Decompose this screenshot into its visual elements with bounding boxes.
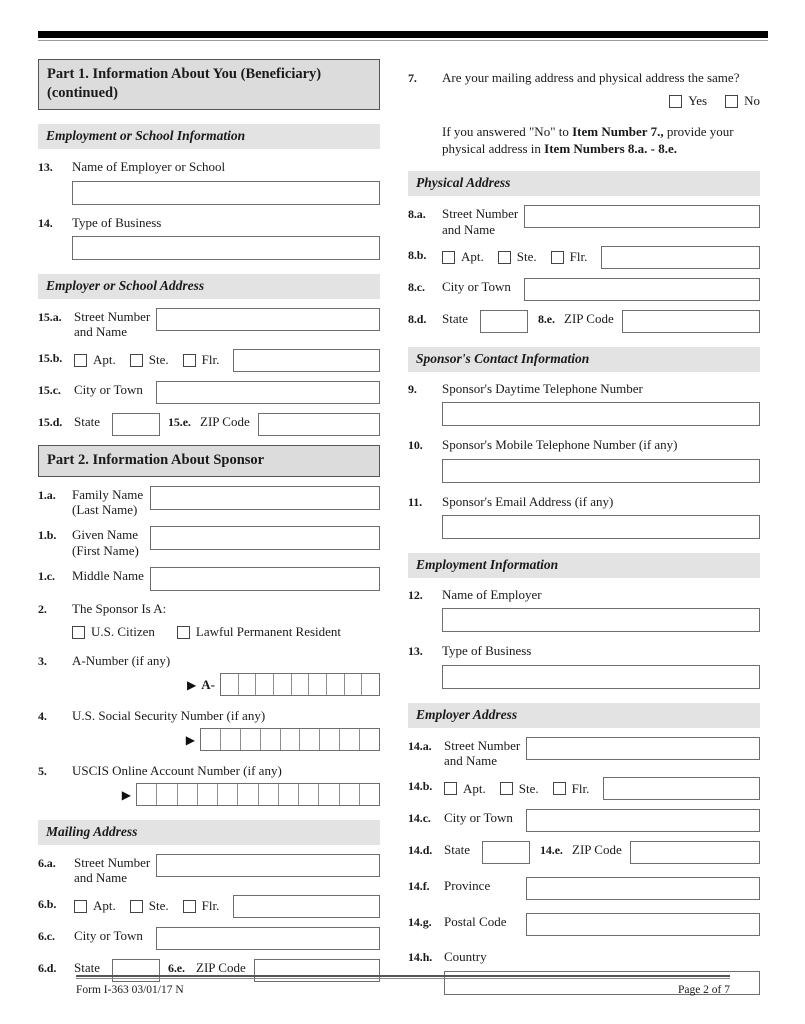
item-15a (38, 308, 380, 340)
type-of-business-input[interactable] (442, 665, 760, 689)
item-label: City or Town (74, 927, 143, 943)
item-4 (38, 707, 380, 724)
section-employer-or-school-address: Employer or School Address (38, 274, 380, 299)
item-1a (38, 486, 380, 518)
pointer-arrow-icon: ▶ (185, 732, 195, 747)
yes-no-options (408, 93, 760, 109)
sponsor-daytime-telephone-input[interactable] (442, 402, 760, 426)
zip-code-input[interactable] (630, 841, 760, 864)
ste-label: Ste. (148, 352, 169, 368)
item-number: 15.c. (38, 382, 61, 397)
flr-label: Flr. (201, 898, 220, 914)
item-9 (408, 380, 760, 426)
item-label: Are your mailing address and physical address the same? (442, 70, 740, 85)
street-number-and-name-input[interactable] (156, 854, 380, 877)
apt-label: Apt. (463, 780, 486, 796)
item-label: Family Name (Last Name) (72, 486, 144, 518)
street-number-and-name-input[interactable] (156, 308, 380, 331)
item-label: Sponsor's Mobile Telephone Number (if any) (442, 437, 678, 453)
item-8b (408, 246, 760, 269)
item-number: 13. (408, 644, 423, 659)
item-label: A-Number (if any) (72, 653, 171, 668)
lawful-permanent-resident-checkbox[interactable] (177, 626, 190, 639)
item-label: Street Number and Name (74, 308, 151, 340)
postal-code-input[interactable] (526, 913, 760, 936)
item-8c (408, 278, 760, 301)
item-number: 14.g. (408, 915, 432, 930)
item-6c (38, 927, 380, 950)
apt-checkbox[interactable] (74, 354, 87, 367)
item-number: 4. (38, 709, 47, 723)
item-number: 14.c. (408, 811, 431, 826)
item-number: 6.a. (38, 856, 56, 870)
flr-label: Flr. (569, 249, 588, 265)
item-label: Middle Name (72, 568, 144, 583)
item-number: 12. (408, 587, 423, 602)
apt-label: Apt. (93, 352, 116, 368)
sponsor-type-options (72, 624, 380, 640)
item-13-right (408, 642, 760, 688)
item-11 (408, 493, 760, 539)
no-checkbox[interactable] (725, 95, 738, 108)
footer (76, 984, 730, 996)
type-of-business-input[interactable] (72, 236, 380, 260)
item-15c (38, 381, 380, 404)
item-label-2: ZIP Code (564, 310, 614, 326)
item-label: Type of Business (72, 214, 162, 230)
item-number: 14.f. (408, 879, 430, 894)
province-input[interactable] (526, 877, 760, 900)
flr-label: Flr. (571, 780, 590, 796)
item-number: 8.c. (408, 279, 425, 294)
note-bold-1: Item Number 7., (572, 124, 664, 139)
item-label: Postal Code (444, 914, 507, 930)
item-13 (38, 158, 380, 204)
pointer-arrow-icon: ▶ (187, 677, 197, 692)
item-number: 9. (408, 381, 417, 396)
zip-code-input[interactable] (622, 310, 760, 333)
item-number: 1.b. (38, 528, 57, 543)
uscis-account-row (38, 783, 380, 806)
ste-checkbox[interactable] (500, 782, 513, 795)
item-label: Name of Employer (442, 586, 542, 602)
item-label: State (442, 310, 468, 326)
state-input[interactable] (112, 413, 160, 436)
right-column (408, 59, 760, 995)
item-label: Street Number and Name (74, 855, 151, 886)
a-number-prefix: A- (201, 676, 215, 692)
ssn-row (38, 728, 380, 751)
apt-ste-flr-input[interactable] (603, 777, 760, 800)
street-number-and-name-input[interactable] (526, 737, 760, 760)
item-1c (38, 567, 380, 591)
city-or-town-input[interactable] (524, 278, 760, 301)
apt-ste-flr-input[interactable] (233, 895, 380, 918)
item-label: The Sponsor Is A: (72, 601, 167, 616)
us-citizen-checkbox[interactable] (72, 626, 85, 639)
item-number: 10. (408, 438, 423, 453)
item-label: City or Town (74, 381, 143, 397)
yes-checkbox[interactable] (669, 95, 682, 108)
lawful-permanent-resident-label: Lawful Permanent Resident (195, 624, 342, 639)
item-label: USCIS Online Account Number (if any) (72, 763, 282, 778)
ste-label: Ste. (516, 249, 537, 265)
ste-checkbox[interactable] (498, 251, 511, 264)
item-number: 3. (38, 654, 47, 668)
note-text-1: If you answered "No" to (442, 124, 573, 139)
item-label: Sponsor's Email Address (if any) (442, 493, 614, 509)
item-number: 11. (408, 494, 423, 509)
item-label: State (444, 842, 470, 858)
item-number: 6.c. (38, 928, 55, 943)
no-label: No (744, 93, 760, 108)
item-label: Name of Employer or School (72, 159, 226, 175)
footer-form-id: Form I-363 03/01/17 N (76, 984, 184, 996)
item-label: Street Number and Name (444, 737, 521, 768)
section-sponsors-contact-information: Sponsor's Contact Information (408, 347, 760, 372)
item-label: Street Number and Name (442, 206, 519, 237)
item-number: 15.b. (38, 350, 63, 365)
item-14 (38, 214, 380, 260)
apt-checkbox[interactable] (442, 251, 455, 264)
item-number: 8.b. (408, 247, 427, 262)
item-label-2: ZIP Code (196, 959, 246, 975)
us-citizen-label: U.S. Citizen (91, 624, 155, 639)
item-1b (38, 526, 380, 558)
item-3 (38, 652, 380, 669)
part1-header: Part 1. Information About You (Beneficiary) (continued) (38, 59, 380, 110)
item-number: 8.a. (408, 207, 426, 222)
city-or-town-input[interactable] (156, 381, 380, 404)
flr-checkbox[interactable] (183, 900, 196, 913)
item-14f (408, 877, 760, 900)
footer-rule-thin (76, 978, 730, 979)
section-employer-address: Employer Address (408, 703, 760, 728)
flr-checkbox[interactable] (553, 782, 566, 795)
apt-checkbox[interactable] (444, 782, 457, 795)
item-10 (408, 436, 760, 482)
left-column (38, 59, 380, 995)
city-or-town-input[interactable] (526, 809, 760, 832)
item-number: 8.d. (408, 311, 427, 326)
name-of-employer-or-school-input[interactable] (72, 181, 380, 205)
item-number-2: 14.e. (540, 843, 563, 858)
item-label: U.S. Social Security Number (if any) (72, 708, 266, 723)
item-number: 14. (38, 215, 53, 230)
section-physical-address: Physical Address (408, 171, 760, 196)
item-number: 6.b. (38, 896, 57, 911)
street-number-and-name-input[interactable] (524, 205, 760, 228)
item-6a (38, 854, 380, 886)
flr-checkbox[interactable] (551, 251, 564, 264)
name-of-employer-input[interactable] (442, 608, 760, 632)
item-label: Given Name (First Name) (72, 527, 139, 558)
top-rule (38, 31, 768, 38)
item-number: 7. (408, 71, 417, 85)
yes-label: Yes (688, 93, 708, 108)
apt-label: Apt. (93, 898, 116, 914)
item-2 (38, 600, 380, 617)
item-number: 14.a. (408, 738, 432, 753)
footer-rule (76, 975, 730, 977)
ste-label: Ste. (148, 898, 169, 914)
section-mailing-address: Mailing Address (38, 820, 380, 845)
given-name-input[interactable] (150, 526, 380, 550)
item-8a (408, 205, 760, 237)
item-5 (38, 762, 380, 779)
ssn-input-grid[interactable] (200, 728, 380, 751)
item-number: 1.a. (38, 487, 56, 502)
flr-checkbox[interactable] (183, 354, 196, 367)
item-12 (408, 586, 760, 632)
item-number: 15.d. (38, 414, 63, 429)
item-number: 13. (38, 160, 53, 175)
item-number-2: 6.e. (168, 960, 185, 975)
item-number: 5. (38, 764, 47, 778)
item-label: Country (444, 949, 487, 965)
item-15b (38, 349, 380, 372)
item-14a (408, 737, 760, 769)
section-employment-or-school-information: Employment or School Information (38, 124, 380, 149)
item-label-2: ZIP Code (572, 842, 622, 858)
item-label: State (74, 413, 100, 429)
item-7-note (442, 122, 760, 157)
middle-name-input[interactable] (150, 567, 380, 591)
pointer-arrow-icon: ▶ (121, 787, 131, 802)
zip-code-input[interactable] (258, 413, 380, 436)
item-number: 14.b. (408, 779, 433, 794)
item-label: City or Town (444, 810, 513, 826)
top-rule-thin (38, 40, 768, 41)
sponsor-email-address-input[interactable] (442, 515, 760, 539)
item-7 (408, 69, 760, 86)
apt-ste-flr-input[interactable] (233, 349, 380, 372)
item-number: 2. (38, 602, 47, 616)
apt-ste-flr-input[interactable] (601, 246, 760, 269)
a-number-input-grid[interactable] (220, 673, 380, 696)
item-14d-14e (408, 841, 760, 864)
part2-header: Part 2. Information About Sponsor (38, 445, 380, 477)
item-number: 14.d. (408, 843, 433, 858)
family-name-input[interactable] (150, 486, 380, 510)
item-label: Province (444, 878, 491, 894)
item-6b (38, 895, 380, 918)
item-14c (408, 809, 760, 832)
item-number: 1.c. (38, 569, 55, 583)
two-column-body (38, 59, 768, 995)
section-employment-information: Employment Information (408, 553, 760, 578)
ste-label: Ste. (518, 780, 539, 796)
sponsor-mobile-telephone-input[interactable] (442, 459, 760, 483)
item-number-2: 8.e. (538, 311, 555, 326)
item-8d-8e (408, 310, 760, 333)
item-14g (408, 913, 760, 936)
form-page (38, 0, 768, 1024)
item-14b (408, 777, 760, 800)
city-or-town-input[interactable] (156, 927, 380, 950)
footer-page-number: Page 2 of 7 (677, 984, 730, 996)
note-bold-2: Item Numbers 8.a. - 8.e. (544, 141, 678, 157)
apt-label: Apt. (461, 249, 484, 265)
item-number: 6.d. (38, 960, 57, 975)
item-15d-15e (38, 413, 380, 436)
item-label: City or Town (442, 278, 511, 294)
item-label: State (74, 959, 100, 975)
flr-label: Flr. (201, 352, 220, 368)
a-number-row (38, 673, 380, 696)
item-number: 15.a. (38, 309, 62, 324)
note-text-2: provide your physical address in (442, 124, 734, 157)
item-label: Sponsor's Daytime Telephone Number (442, 380, 643, 396)
state-input[interactable] (482, 841, 530, 864)
item-label-2: ZIP Code (200, 413, 250, 429)
item-number: 14.h. (408, 950, 433, 965)
ste-checkbox[interactable] (130, 354, 143, 367)
item-number-2: 15.e. (168, 414, 191, 429)
uscis-online-account-number-input-grid[interactable] (136, 783, 380, 806)
ste-checkbox[interactable] (130, 900, 143, 913)
item-label: Type of Business (442, 643, 532, 659)
state-input[interactable] (480, 310, 528, 333)
apt-checkbox[interactable] (74, 900, 87, 913)
